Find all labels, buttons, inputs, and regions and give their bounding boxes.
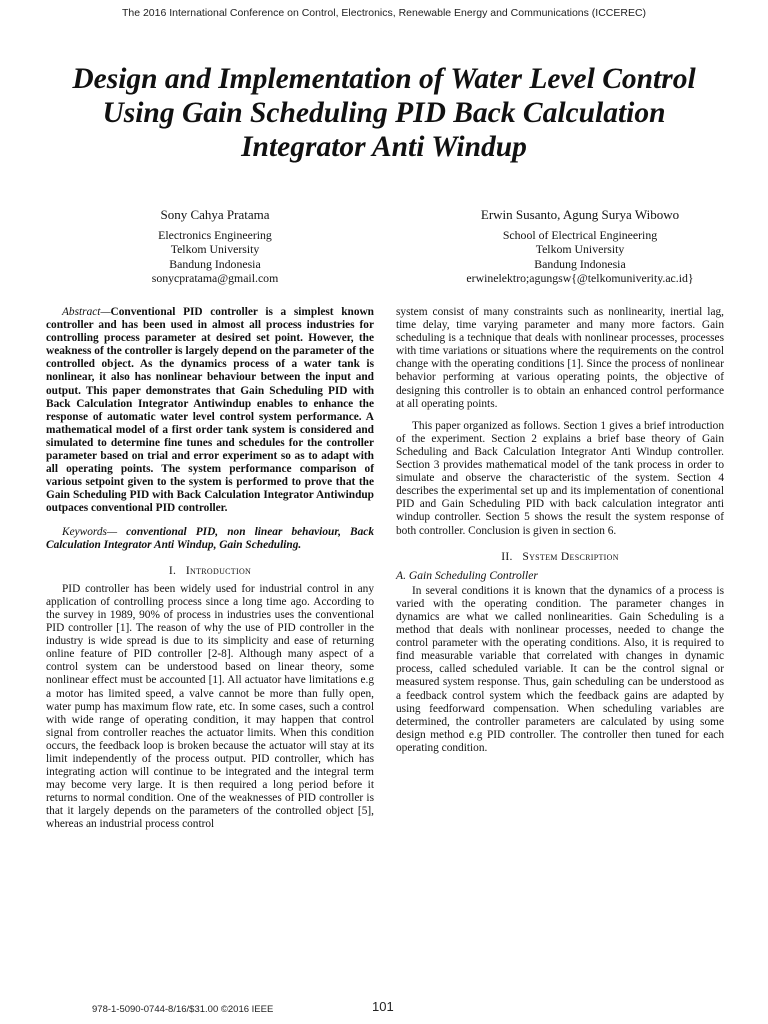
section-heading-system-description [396, 550, 724, 563]
abstract-text: Conventional PID controller is a simplest known controller and has been used in almost all process industries for controlling process parameter at desired set point. However, the weakness of the controller is largely depend on the parameter of the controlled object. As the dynamics process of a water tank is nonlinear, it also has nonlinear behaviour between the input and output. This paper demonstrates that Gain Scheduling PID with Back Calculation Integrator Antiwindup enables to enhance the response of automatic water level control system performance. A mathematical model of a first order tank system is considered and simulated to determine fine tunes and schedules for the controller parameter based on trial and error experiment so as to adapt with all operating points. The system performance comparison of various setpoint given to the system is performed to prove that the Gain Scheduling PID with Back Calculation Integrator Antiwindup outpaces conventional PID controller. [46, 306, 374, 515]
title-line: Design and Implementation of Water Level Control [72, 63, 696, 95]
author-email: sonycpratama@gmail.com [151, 271, 279, 285]
keywords-text: conventional PID, non linear behaviour, Back Calculation Integrator Anti Windup, Gain Scheduling. [46, 525, 374, 551]
author-university: Telkom University [535, 242, 625, 256]
author-university: Telkom University [170, 242, 260, 256]
title-line: Integrator Anti Windup [241, 131, 527, 163]
author-name: Erwin Susanto, Agung Surya Wibowo [480, 207, 680, 222]
left-column [46, 306, 374, 832]
page-number: 101 [372, 999, 394, 1014]
section-title: System Description [522, 549, 619, 563]
author-city: Bandung Indonesia [534, 256, 626, 271]
title-line: Using Gain Scheduling PID Back Calculation [102, 97, 666, 129]
paper-title [40, 62, 728, 164]
section-number: I. [168, 563, 177, 577]
author-name: Sony Cahya Pratama [160, 207, 270, 222]
subsection-heading: A. Gain Scheduling Controller [396, 568, 538, 582]
author-block-2 [430, 208, 730, 286]
gain-scheduling-paragraph: In several conditions it is known that the dynamics of a process is varied with the operating condition. The parameter changes in dynamics are what we called nonlinearities. Gain Scheduling is a method that deals with nonlinear processes, needed to change the control parameter with the operating conditions. Also, it is required to find measurable variable that correlated with changes in dynamic process, called scheduled variable. It can be the control signal or measured system response. Thus, gain scheduling can be understood as a feedback control system which the feedback gains are adapted by using feedforward compensation. When scheduling variables are determined, the controller parameters are calculated by using some design method e.g PID controller. The controller then tuned for each operating condition. [396, 584, 724, 754]
keywords-lead: Keywords— [62, 525, 118, 538]
author-department: School of Electrical Engineering [502, 227, 658, 242]
intro-continued-paragraph: system consist of many constraints such as nonlinearity, inertial lag, time delay, time varying parameter and many more factors. Gain scheduling is a technique that deals with nonlinear processes, processes with time variations or situations where the requirements on the control change with the operating conditions [1]. Since the process of nonlinear behavior performing at various operating points, the objective of designing this controller is to obtain an enhanced control performance at all operating points. [396, 306, 724, 410]
abstract-lead: Abstract— [62, 306, 111, 318]
author-city: Bandung Indonesia [169, 256, 261, 271]
conference-header: The 2016 International Conference on Control, Electronics, Renewable Energy and Communications (ICCEREC) [121, 7, 647, 19]
abstract [46, 306, 374, 516]
keywords [46, 526, 374, 552]
author-email: erwinelektro;agungsw{@telkomuniverity.ac.id} [466, 271, 694, 285]
section-heading-introduction [46, 564, 374, 577]
section-title: Introduction [185, 563, 252, 577]
author-department: Electronics Engineering [158, 227, 272, 242]
author-block-1 [100, 208, 330, 286]
section-number: II. [501, 549, 513, 563]
organization-paragraph: This paper organized as follows. Section 1 gives a brief introduction of the experiment. Section 2 explains a brief base theory of Gain Scheduling and Back Calculation Integrator Anti Windup controller. Section 3 provides mathematical model of the tank process in order to simulate and observe the characteristic of the system. Section 4 describes the experimental set up and its implementation of conentional PID and Gain Scheduling PID with back calculation integrator anti windup controller. Section 5 shows the result the system response of both controller. Conclusion is given in section 6. [396, 419, 724, 537]
introduction-paragraph: PID controller has been widely used for industrial control in any application of controlling process since a long time ago. According to the survey in 1989, 90% of process in industries uses the conventional PID controller [1]. The reason of why the use of PID controller in the industry is wide spread is due to its simplicity and ease of returning online feature of PID controller [2-8]. Although many aspect of a control system can be understood based on linear theory, some nonlinear effect must be accounted [1]. All actuator have limitations e.g a motor has limited speed, a valve cannot be more than fully open, water pump has maximum flow rate, etc. In some cases, such a control with wide range of operating condition, it may happen that control signal from controller reaches the actuator limits. When this condition occurs, the feedback loop is broken because the actuator will stay at its limit independently of the process output. PID controller, which has integrating action will continue to be integrated and the integral term may become very large. It is then required a long period before it returns to normal condition. One of the weaknesses of PID controller is that it largely depends on the parameters of the controlled object [5], whereas an industrial process control [46, 582, 374, 831]
copyright-footer: 978-1-5090-0744-8/16/$31.00 ©2016 IEEE [92, 1004, 274, 1015]
right-column [396, 306, 724, 755]
